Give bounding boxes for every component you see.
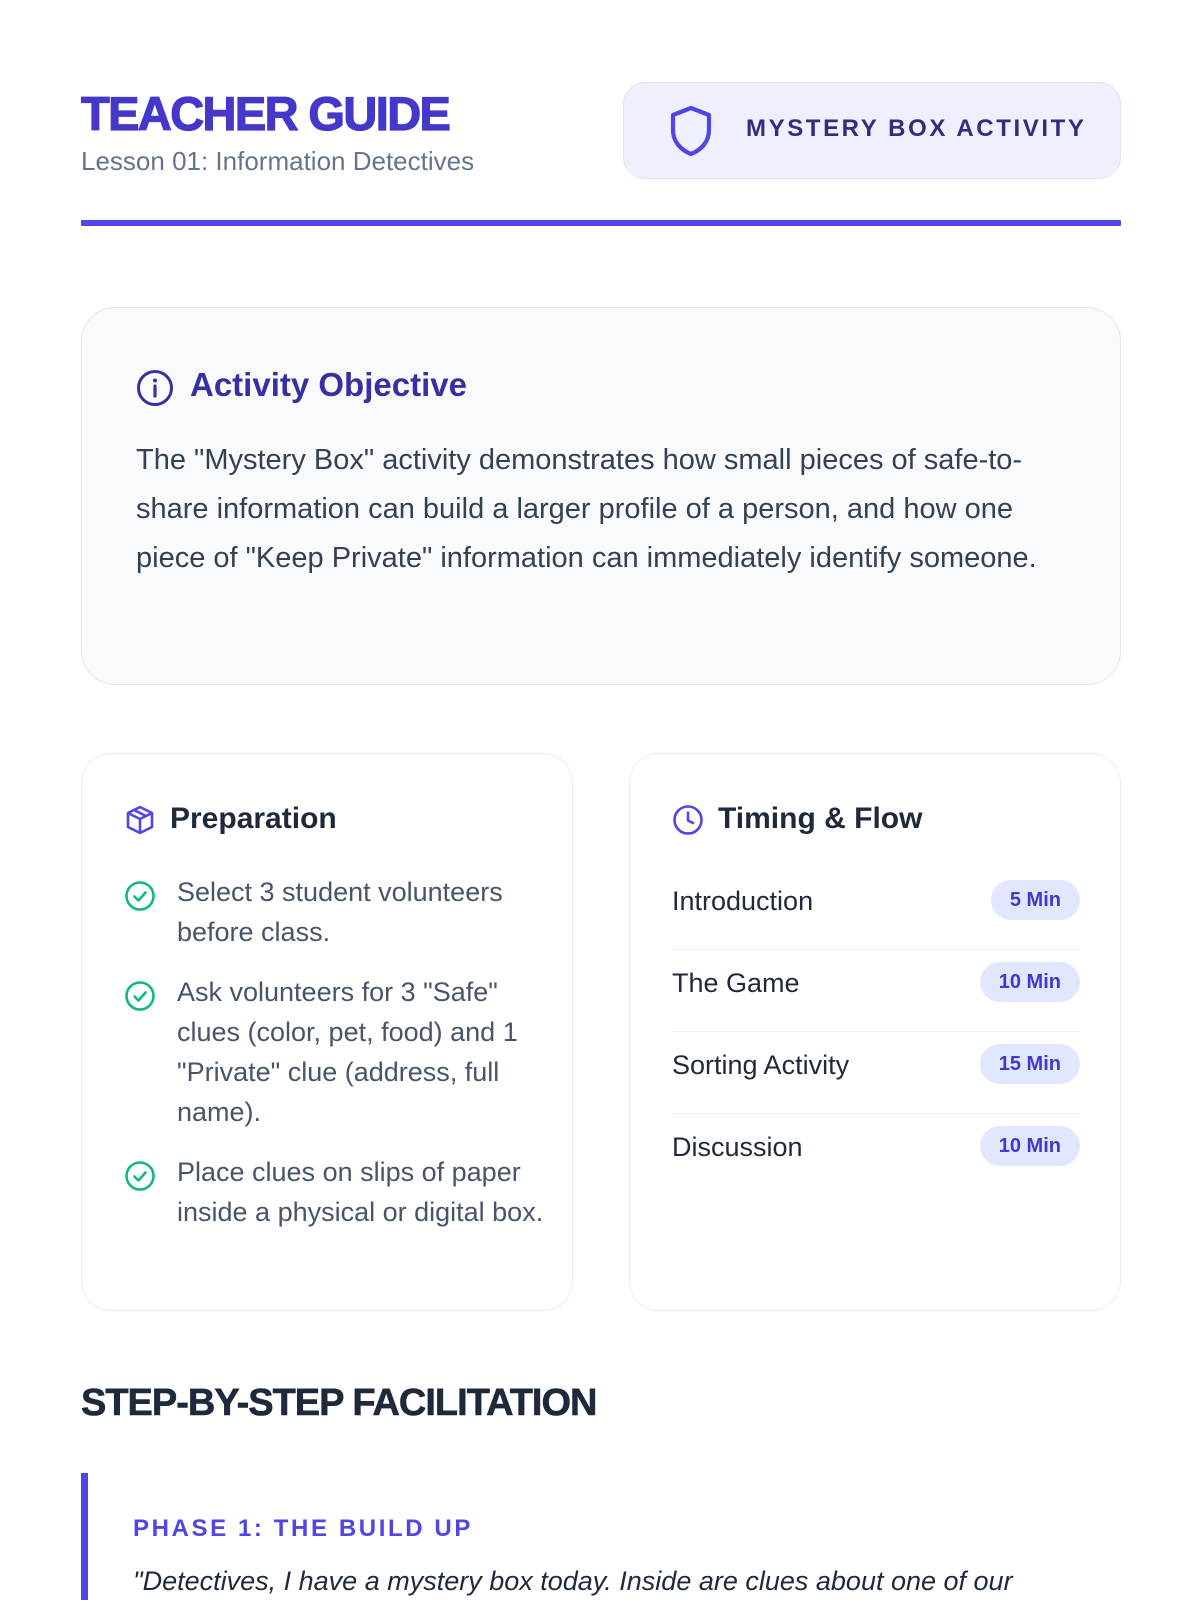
objective-title: Activity Objective	[190, 366, 467, 403]
list-item	[124, 1152, 544, 1232]
check-circle-icon	[124, 880, 156, 912]
phase-card	[81, 1473, 1121, 1600]
duration-badge: 10 Min	[980, 962, 1080, 1002]
timing-card	[629, 753, 1121, 1311]
timing-row	[672, 950, 1080, 1032]
facilitation-title: STEP-BY-STEP FACILITATION	[81, 1382, 597, 1424]
duration-badge: 10 Min	[980, 1126, 1080, 1166]
timing-label: The Game	[672, 968, 800, 998]
badge-label: MYSTERY BOX ACTIVITY	[746, 115, 1087, 142]
list-item-text: Ask volunteers for 3 "Safe" clues (color, pet, food) and 1 "Private" clue (address, full name).	[177, 977, 518, 1127]
page-title: TEACHER GUIDE	[81, 87, 450, 140]
info-icon	[136, 369, 174, 407]
list-item-text: Place clues on slips of paper inside a physical or digital box.	[177, 1157, 544, 1227]
lesson-subtitle: Lesson 01: Information Detectives	[81, 146, 475, 176]
check-circle-icon	[124, 1160, 156, 1192]
timing-row	[672, 868, 1080, 950]
objective-text: The "Mystery Box" activity demonstrates how small pieces of safe-to-share information can build a larger profile of a person, and how one piece of "Keep Private" information can immediately identify someone.	[136, 444, 1037, 574]
timing-row	[672, 1114, 1080, 1196]
preparation-card	[81, 753, 573, 1311]
timing-list	[672, 868, 1080, 1196]
list-item	[124, 972, 544, 1132]
header-divider	[81, 220, 1121, 226]
clock-icon	[672, 804, 704, 836]
duration-badge: 15 Min	[980, 1044, 1080, 1084]
phase-quote: "Detectives, I have a mystery box today. Inside are clues about one of our	[133, 1566, 1013, 1596]
timing-title: Timing & Flow	[718, 802, 923, 835]
timing-row	[672, 1032, 1080, 1114]
page-header	[81, 82, 1121, 228]
timing-label: Discussion	[672, 1132, 803, 1162]
phase-label: PHASE 1: THE BUILD UP	[133, 1515, 473, 1542]
preparation-title: Preparation	[170, 802, 337, 835]
box-icon	[124, 804, 156, 836]
check-circle-icon	[124, 980, 156, 1012]
activity-badge	[623, 82, 1121, 179]
objective-card	[81, 307, 1121, 685]
preparation-list	[124, 872, 544, 1252]
list-item-text: Select 3 student volunteers before class.	[177, 877, 503, 947]
shield-icon	[668, 105, 714, 157]
duration-badge: 5 Min	[991, 880, 1080, 920]
timing-label: Sorting Activity	[672, 1050, 850, 1080]
list-item	[124, 872, 544, 952]
timing-label: Introduction	[672, 886, 814, 916]
